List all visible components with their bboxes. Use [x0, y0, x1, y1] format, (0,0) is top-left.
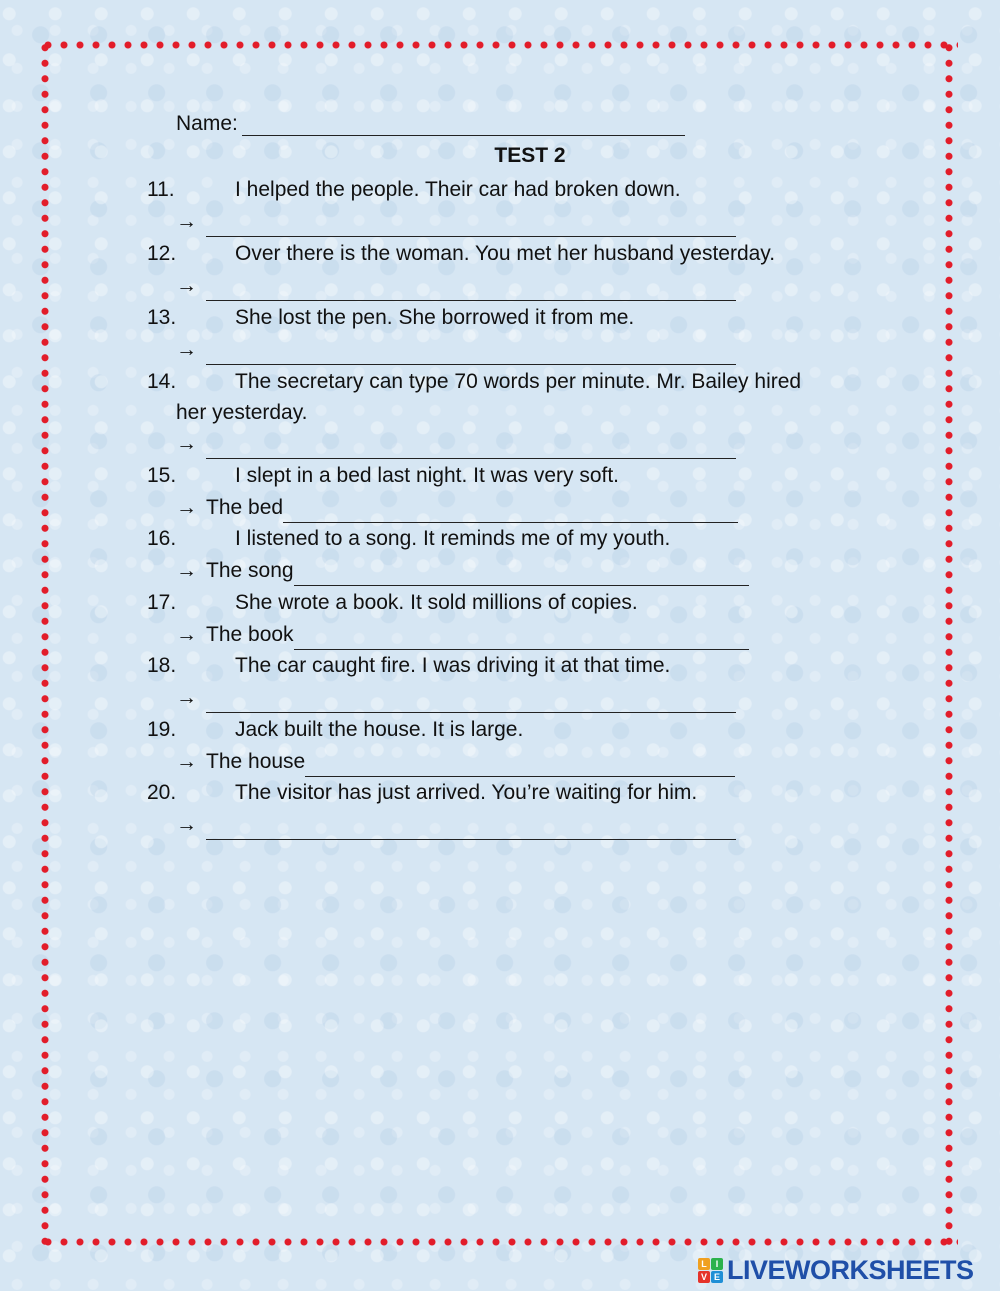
question-11 [147, 174, 867, 205]
arrow-icon: → [176, 559, 197, 582]
logo-mark-icon [698, 1258, 723, 1283]
answer-prefix: The book [206, 623, 294, 646]
question-number: 20. [147, 781, 177, 804]
question-18 [147, 650, 867, 681]
answer-line[interactable] [305, 754, 735, 777]
question-text: The car caught fire. I was driving it at that time. [235, 654, 671, 677]
arrow-icon: → [176, 432, 197, 455]
answer-19 [176, 746, 735, 777]
answer-line[interactable] [206, 436, 736, 459]
question-text: I helped the people. Their car had broken down. [235, 178, 681, 201]
question-20 [147, 777, 867, 808]
question-17 [147, 587, 867, 618]
logo-mark-letter: L [698, 1258, 710, 1270]
arrow-icon: → [176, 813, 197, 836]
question-number: 13. [147, 306, 177, 329]
question-text: I listened to a song. It reminds me of my youth. [235, 527, 671, 550]
answer-line[interactable] [206, 214, 736, 237]
question-number: 12. [147, 242, 177, 265]
logo-mark-letter: E [711, 1271, 723, 1283]
question-number: 14. [147, 370, 177, 393]
answer-line[interactable] [294, 563, 749, 586]
answer-prefix: The bed [206, 496, 284, 519]
question-number: 11. [147, 178, 175, 201]
question-text: She wrote a book. It sold millions of copies. [235, 591, 638, 614]
question-text: Over there is the woman. You met her husband yesterday. [235, 242, 776, 265]
answer-line[interactable] [283, 500, 738, 523]
question-16 [147, 523, 867, 554]
answer-15 [176, 492, 738, 523]
answer-prefix: The song [206, 559, 294, 582]
question-text-continued: her yesterday. [176, 401, 308, 424]
answer-16 [176, 555, 749, 586]
answer-12 [176, 270, 736, 301]
arrow-icon: → [176, 686, 197, 709]
page-title: TEST 2 [494, 144, 566, 167]
answer-11 [176, 206, 736, 237]
question-number: 17. [147, 591, 177, 614]
question-14 [147, 366, 867, 428]
logo-text: LIVEWORKSHEETS [727, 1254, 974, 1285]
arrow-icon: → [176, 750, 197, 773]
answer-line[interactable] [206, 342, 736, 365]
answer-14 [176, 428, 736, 459]
question-text: The secretary can type 70 words per minute. Mr. Bailey hired [235, 370, 802, 393]
answer-17 [176, 619, 749, 650]
answer-20 [176, 809, 736, 840]
name-label: Name: [176, 112, 238, 135]
question-12 [147, 238, 867, 269]
arrow-icon: → [176, 210, 197, 233]
question-text: I slept in a bed last night. It was very soft. [235, 464, 620, 487]
name-row [176, 112, 685, 136]
question-13 [147, 302, 867, 333]
answer-line[interactable] [206, 278, 736, 301]
question-number: 15. [147, 464, 177, 487]
arrow-icon: → [176, 623, 197, 646]
name-answer-line[interactable] [242, 113, 685, 136]
answer-line[interactable] [206, 817, 736, 840]
answer-line[interactable] [206, 690, 736, 713]
question-number: 16. [147, 527, 177, 550]
question-15 [147, 460, 867, 491]
liveworksheets-logo [698, 1256, 974, 1284]
question-text: She lost the pen. She borrowed it from me. [235, 306, 635, 329]
answer-prefix: The house [206, 750, 306, 773]
answer-13 [176, 334, 736, 365]
answer-18 [176, 682, 736, 713]
answer-line[interactable] [294, 627, 749, 650]
arrow-icon: → [176, 338, 197, 361]
question-19 [147, 714, 867, 745]
logo-mark-letter: V [698, 1271, 710, 1283]
question-text: The visitor has just arrived. You’re waiting for him. [235, 781, 698, 804]
question-number: 18. [147, 654, 177, 677]
logo-mark-letter: I [711, 1258, 723, 1270]
question-number: 19. [147, 718, 177, 741]
arrow-icon: → [176, 274, 197, 297]
arrow-icon: → [176, 496, 197, 519]
question-text: Jack built the house. It is large. [235, 718, 524, 741]
